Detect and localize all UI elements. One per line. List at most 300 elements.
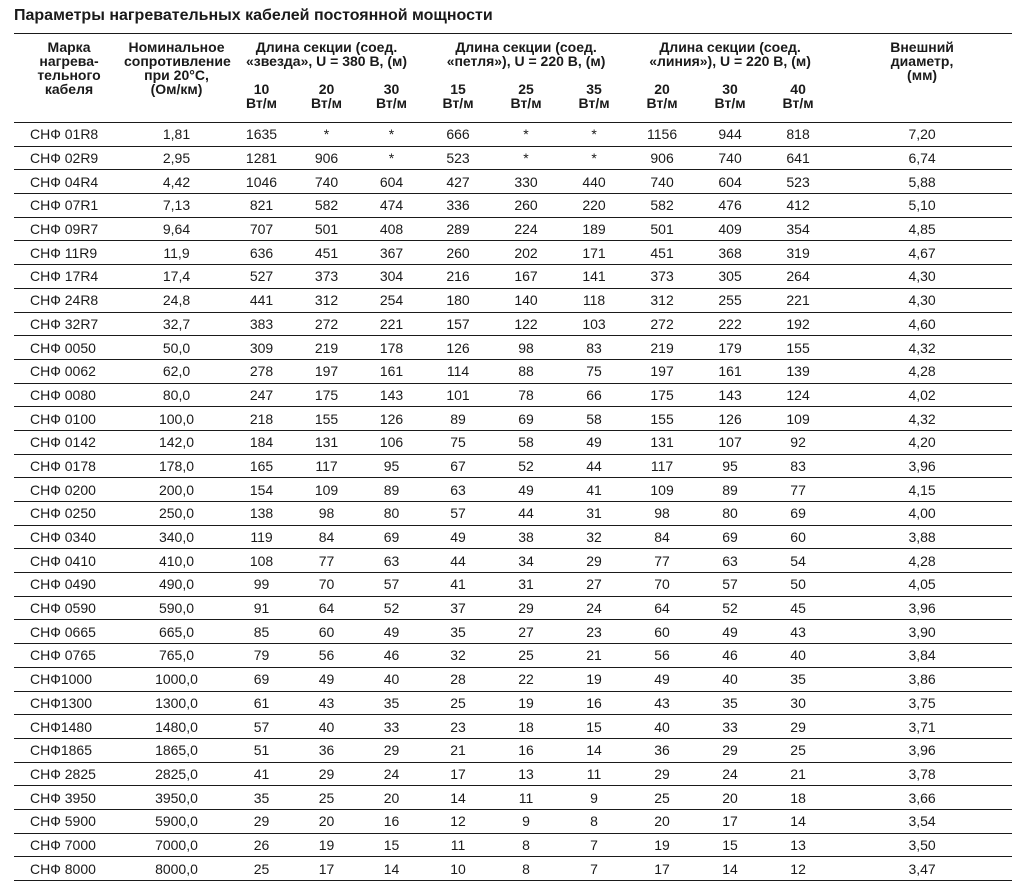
table-cell: 16 (492, 738, 560, 762)
table-cell: 24,8 (124, 288, 229, 312)
table-cell: 4,67 (832, 241, 1012, 265)
table-cell: 63 (424, 478, 492, 502)
table-cell: 31 (492, 573, 560, 597)
table-cell: 57 (424, 502, 492, 526)
table-cell: 56 (294, 644, 359, 668)
table-cell: 29 (294, 762, 359, 786)
table-cell: 3,71 (832, 715, 1012, 739)
table-cell: 29 (560, 549, 628, 573)
table-cell: 17 (628, 857, 696, 881)
cell-cable-brand: СНФ 0080 (14, 383, 124, 407)
table-cell: 69 (359, 525, 424, 549)
header-power (492, 80, 560, 123)
table-cell: 60 (294, 620, 359, 644)
table-cell: 84 (628, 525, 696, 549)
table-cell: 44 (424, 549, 492, 573)
table-cell: 451 (628, 241, 696, 265)
table-cell: 17 (424, 762, 492, 786)
table-cell: 161 (359, 359, 424, 383)
table-cell: 336 (424, 194, 492, 218)
table-cell: 4,32 (832, 407, 1012, 431)
table-cell: 740 (628, 170, 696, 194)
table-cell: 56 (628, 644, 696, 668)
table-cell: 155 (294, 407, 359, 431)
table-cell: 25 (764, 738, 832, 762)
table-cell: 23 (560, 620, 628, 644)
header-power-value: 30 (383, 81, 400, 97)
table-row (14, 644, 1012, 668)
table-cell: 740 (696, 146, 764, 170)
table-cell: 19 (560, 667, 628, 691)
table-row (14, 596, 1012, 620)
table-cell: * (492, 123, 560, 147)
cell-cable-brand: СНФ 0062 (14, 359, 124, 383)
page-title: Параметры нагревательных кабелей постоянной мощности (14, 7, 493, 24)
table-cell: 69 (492, 407, 560, 431)
table-cell: 29 (628, 762, 696, 786)
table-cell: 944 (696, 123, 764, 147)
table-cell: 6,74 (832, 146, 1012, 170)
table-row (14, 383, 1012, 407)
table-cell: 34 (492, 549, 560, 573)
table-cell: 312 (628, 288, 696, 312)
table-cell: 50 (764, 573, 832, 597)
table-cell: 4,30 (832, 288, 1012, 312)
table-cell: 131 (294, 430, 359, 454)
cell-cable-brand: СНФ 24R8 (14, 288, 124, 312)
table-cell: 167 (492, 265, 560, 289)
table-cell: 309 (229, 336, 294, 360)
table-cell: 220 (560, 194, 628, 218)
table-cell: 60 (764, 525, 832, 549)
table-cell: 906 (294, 146, 359, 170)
table-cell: * (560, 123, 628, 147)
header-brand-line: тельного (37, 67, 101, 83)
table-cell: 25 (492, 644, 560, 668)
cell-cable-brand: СНФ1000 (14, 667, 124, 691)
table-cell: 142,0 (124, 430, 229, 454)
table-cell: 15 (696, 833, 764, 857)
header-line-line: «линия»), U = 220 В, (м) (649, 53, 811, 69)
table-cell: 20 (628, 809, 696, 833)
table-row (14, 312, 1012, 336)
table-cell: 264 (764, 265, 832, 289)
table-cell: 103 (560, 312, 628, 336)
table-cell: 49 (628, 667, 696, 691)
table-cell: 22 (492, 667, 560, 691)
table-cell: 155 (764, 336, 832, 360)
table-cell: 41 (424, 573, 492, 597)
table-cell: 20 (294, 809, 359, 833)
table-cell: 8 (560, 809, 628, 833)
table-cell: 38 (492, 525, 560, 549)
cell-cable-brand: СНФ 0142 (14, 430, 124, 454)
table-row (14, 857, 1012, 881)
table-row (14, 478, 1012, 502)
table-header (14, 34, 1012, 123)
header-power (560, 80, 628, 123)
table-cell: 100,0 (124, 407, 229, 431)
table-row (14, 430, 1012, 454)
table-row (14, 738, 1012, 762)
table-cell: 106 (359, 430, 424, 454)
table-cell: 28 (424, 667, 492, 691)
table-cell: 12 (764, 857, 832, 881)
table-cell: * (492, 146, 560, 170)
table-row (14, 525, 1012, 549)
table-cell: 16 (560, 691, 628, 715)
table-cell: 43 (628, 691, 696, 715)
table-cell: 83 (560, 336, 628, 360)
cell-cable-brand: СНФ 17R4 (14, 265, 124, 289)
table-cell: 16 (359, 809, 424, 833)
table-cell: 4,85 (832, 217, 1012, 241)
cell-cable-brand: СНФ 0340 (14, 525, 124, 549)
table-cell: 25 (628, 786, 696, 810)
table-cell: 124 (764, 383, 832, 407)
header-loop-line: Длина секции (соед. (455, 39, 597, 55)
table-cell: 373 (294, 265, 359, 289)
table-cell: 70 (628, 573, 696, 597)
table-cell: 44 (492, 502, 560, 526)
header-power-value: 30 (722, 81, 738, 97)
table-cell: 260 (492, 194, 560, 218)
table-cell: 33 (359, 715, 424, 739)
table-cell: 138 (229, 502, 294, 526)
table-cell: 13 (764, 833, 832, 857)
header-power-value: 35 (586, 81, 602, 97)
table-cell: 476 (696, 194, 764, 218)
cell-cable-brand: СНФ 04R4 (14, 170, 124, 194)
table-row (14, 454, 1012, 478)
cell-cable-brand: СНФ 0250 (14, 502, 124, 526)
table-cell: 440 (560, 170, 628, 194)
table-cell: 60 (628, 620, 696, 644)
table-cell: 8 (492, 833, 560, 857)
table-cell: 25 (229, 857, 294, 881)
table-cell: 139 (764, 359, 832, 383)
table-cell: 1300,0 (124, 691, 229, 715)
header-line-group (628, 34, 832, 81)
table-cell: 19 (492, 691, 560, 715)
cell-cable-brand: СНФ 0410 (14, 549, 124, 573)
table-cell: 66 (560, 383, 628, 407)
table-cell: 410,0 (124, 549, 229, 573)
table-cell: 1865,0 (124, 738, 229, 762)
table-cell: 51 (229, 738, 294, 762)
header-power (628, 80, 696, 123)
table-cell: 3,54 (832, 809, 1012, 833)
table-row (14, 170, 1012, 194)
table-row (14, 194, 1012, 218)
table-cell: 636 (229, 241, 294, 265)
table-cell: 24 (359, 762, 424, 786)
table-cell: 247 (229, 383, 294, 407)
table-cell: 46 (696, 644, 764, 668)
table-cell: 222 (696, 312, 764, 336)
table-cell: * (294, 123, 359, 147)
header-line-line: Длина секции (соед. (659, 39, 801, 55)
table-cell: 4,02 (832, 383, 1012, 407)
table-cell: 3,50 (832, 833, 1012, 857)
table-cell: 5,10 (832, 194, 1012, 218)
table-row (14, 123, 1012, 147)
table-cell: 9 (492, 809, 560, 833)
header-power-unit: Вт/м (310, 95, 343, 111)
table-cell: 117 (628, 454, 696, 478)
table-cell: 354 (764, 217, 832, 241)
table-cell: 40 (764, 644, 832, 668)
table-cell: 35 (696, 691, 764, 715)
table-cell: 527 (229, 265, 294, 289)
cell-cable-brand: СНФ 0490 (14, 573, 124, 597)
cell-cable-brand: СНФ1300 (14, 691, 124, 715)
table-cell: 50,0 (124, 336, 229, 360)
table-cell: 57 (359, 573, 424, 597)
table-cell: 189 (560, 217, 628, 241)
cell-cable-brand: СНФ 01R8 (14, 123, 124, 147)
header-power-unit: Вт/м (442, 95, 474, 111)
header-power-unit: Вт/м (510, 95, 542, 111)
table-cell: 4,05 (832, 573, 1012, 597)
table-cell: 221 (359, 312, 424, 336)
table-cell: 29 (229, 809, 294, 833)
table-cell: 740 (294, 170, 359, 194)
table-row (14, 620, 1012, 644)
table-cell: 501 (294, 217, 359, 241)
table-cell: 44 (560, 454, 628, 478)
table-cell: 171 (560, 241, 628, 265)
table-cell: 49 (560, 430, 628, 454)
table-cell: 906 (628, 146, 696, 170)
table-cell: 319 (764, 241, 832, 265)
table-cell: 219 (294, 336, 359, 360)
table-cell: 49 (492, 478, 560, 502)
table-cell: 79 (229, 644, 294, 668)
table-cell: 165 (229, 454, 294, 478)
table-cell: 107 (696, 430, 764, 454)
table-cell: 250,0 (124, 502, 229, 526)
cell-cable-brand: СНФ 7000 (14, 833, 124, 857)
header-power-unit: Вт/м (714, 95, 746, 111)
header-loop-group (424, 34, 628, 81)
table-cell: 4,15 (832, 478, 1012, 502)
header-diameter-line: Внешний (890, 39, 954, 55)
table-cell: 161 (696, 359, 764, 383)
table-cell: 523 (424, 146, 492, 170)
table-cell: 49 (424, 525, 492, 549)
table-cell: 15 (359, 833, 424, 857)
table-cell: 52 (492, 454, 560, 478)
table-cell: 3,78 (832, 762, 1012, 786)
table-cell: 14 (696, 857, 764, 881)
table-cell: 80 (696, 502, 764, 526)
table-cell: 9,64 (124, 217, 229, 241)
table-cell: 179 (696, 336, 764, 360)
header-power (294, 80, 359, 123)
table-cell: 98 (492, 336, 560, 360)
table-cell: 1635 (229, 123, 294, 147)
header-power-unit: Вт/м (578, 95, 610, 111)
cell-cable-brand: СНФ1865 (14, 738, 124, 762)
table-cell: 7,13 (124, 194, 229, 218)
table-cell: 58 (560, 407, 628, 431)
table-cell: 75 (560, 359, 628, 383)
table-cell: 26 (229, 833, 294, 857)
table-cell: 175 (294, 383, 359, 407)
table-row (14, 549, 1012, 573)
table-cell: 14 (560, 738, 628, 762)
table-cell: 25 (294, 786, 359, 810)
header-resistance-line: при 20°С, (144, 67, 209, 83)
table-cell: 1,81 (124, 123, 229, 147)
table-cell: 665,0 (124, 620, 229, 644)
table-cell: 67 (424, 454, 492, 478)
table-cell: 131 (628, 430, 696, 454)
table-cell: 604 (359, 170, 424, 194)
table-cell: 412 (764, 194, 832, 218)
table-cell: 89 (424, 407, 492, 431)
table-cell: 3,75 (832, 691, 1012, 715)
table-cell: 77 (294, 549, 359, 573)
table-cell: 9 (560, 786, 628, 810)
table-cell: 272 (294, 312, 359, 336)
table-cell: 8000,0 (124, 857, 229, 881)
table-cell: 3,88 (832, 525, 1012, 549)
table-cell: 62,0 (124, 359, 229, 383)
table-cell: 180 (424, 288, 492, 312)
table-row (14, 336, 1012, 360)
table-cell: 14 (424, 786, 492, 810)
cell-cable-brand: СНФ 0050 (14, 336, 124, 360)
table-cell: 501 (628, 217, 696, 241)
table-cell: 1281 (229, 146, 294, 170)
table-cell: 29 (492, 596, 560, 620)
cell-cable-brand: СНФ 3950 (14, 786, 124, 810)
table-cell: 98 (628, 502, 696, 526)
header-power-value: 10 (253, 81, 270, 97)
table-cell: 18 (492, 715, 560, 739)
table-cell: 101 (424, 383, 492, 407)
table-cell: 32 (560, 525, 628, 549)
table-row (14, 407, 1012, 431)
table-cell: 427 (424, 170, 492, 194)
table-cell: 63 (359, 549, 424, 573)
table-cell: 21 (424, 738, 492, 762)
table-cell: 11 (424, 833, 492, 857)
table-cell: 23 (424, 715, 492, 739)
header-star-line: Длина секции (соед. (255, 39, 398, 55)
header-power-unit: Вт/м (245, 95, 278, 111)
table-row (14, 786, 1012, 810)
table-cell: 19 (628, 833, 696, 857)
table-cell: 89 (696, 478, 764, 502)
table-cell: 3,90 (832, 620, 1012, 644)
table-cell: 368 (696, 241, 764, 265)
table-cell: 582 (294, 194, 359, 218)
table-cell: 24 (696, 762, 764, 786)
table-cell: 95 (696, 454, 764, 478)
table-cell: 70 (294, 573, 359, 597)
table-cell: 88 (492, 359, 560, 383)
cell-cable-brand: СНФ 32R7 (14, 312, 124, 336)
table-cell: 69 (764, 502, 832, 526)
table-cell: 200,0 (124, 478, 229, 502)
table-cell: 582 (628, 194, 696, 218)
cell-cable-brand: СНФ 02R9 (14, 146, 124, 170)
table-row (14, 265, 1012, 289)
table-cell: 91 (229, 596, 294, 620)
header-resistance-line: (Ом/км) (150, 81, 203, 97)
table-cell: * (359, 146, 424, 170)
table-row (14, 241, 1012, 265)
table-cell: 590,0 (124, 596, 229, 620)
table-row (14, 359, 1012, 383)
table-row (14, 573, 1012, 597)
cell-cable-brand: СНФ1480 (14, 715, 124, 739)
table-row (14, 502, 1012, 526)
table-cell: 367 (359, 241, 424, 265)
table-cell: 27 (560, 573, 628, 597)
table-cell: 95 (359, 454, 424, 478)
table-cell: 3,47 (832, 857, 1012, 881)
table-row (14, 146, 1012, 170)
table-cell: 41 (229, 762, 294, 786)
table-cell: 58 (492, 430, 560, 454)
table-cell: 383 (229, 312, 294, 336)
table-cell: 255 (696, 288, 764, 312)
table-cell: 3950,0 (124, 786, 229, 810)
table-cell: 707 (229, 217, 294, 241)
header-power-value: 25 (518, 81, 534, 97)
table-cell: 4,30 (832, 265, 1012, 289)
table-cell: 84 (294, 525, 359, 549)
header-diameter-line: (мм) (907, 67, 938, 83)
table-cell: 278 (229, 359, 294, 383)
table-cell: 126 (424, 336, 492, 360)
table-cell: 18 (764, 786, 832, 810)
table-cell: 40 (696, 667, 764, 691)
table-cell: 818 (764, 123, 832, 147)
table-cell: 33 (696, 715, 764, 739)
table-cell: 69 (696, 525, 764, 549)
table-cell: 29 (696, 738, 764, 762)
table-cell: 57 (696, 573, 764, 597)
table-cell: 197 (294, 359, 359, 383)
table-cell: 641 (764, 146, 832, 170)
table-row (14, 217, 1012, 241)
table-cell: 43 (294, 691, 359, 715)
table-cell: 122 (492, 312, 560, 336)
table-cell: 1046 (229, 170, 294, 194)
cell-cable-brand: СНФ 8000 (14, 857, 124, 881)
cell-cable-brand: СНФ 07R1 (14, 194, 124, 218)
table-cell: 64 (294, 596, 359, 620)
header-loop-line: «петля»), U = 220 В, (м) (446, 53, 606, 69)
table-cell: 31 (560, 502, 628, 526)
table-cell: 373 (628, 265, 696, 289)
table-cell: 52 (359, 596, 424, 620)
table-cell: 49 (696, 620, 764, 644)
table-cell: 272 (628, 312, 696, 336)
header-power-value: 15 (450, 81, 466, 97)
table-cell: 40 (359, 667, 424, 691)
table-cell: 49 (294, 667, 359, 691)
header-resistance-line: Номинальное (128, 39, 225, 55)
table-cell: 3,66 (832, 786, 1012, 810)
table-cell: 7,20 (832, 123, 1012, 147)
table-cell: 40 (294, 715, 359, 739)
